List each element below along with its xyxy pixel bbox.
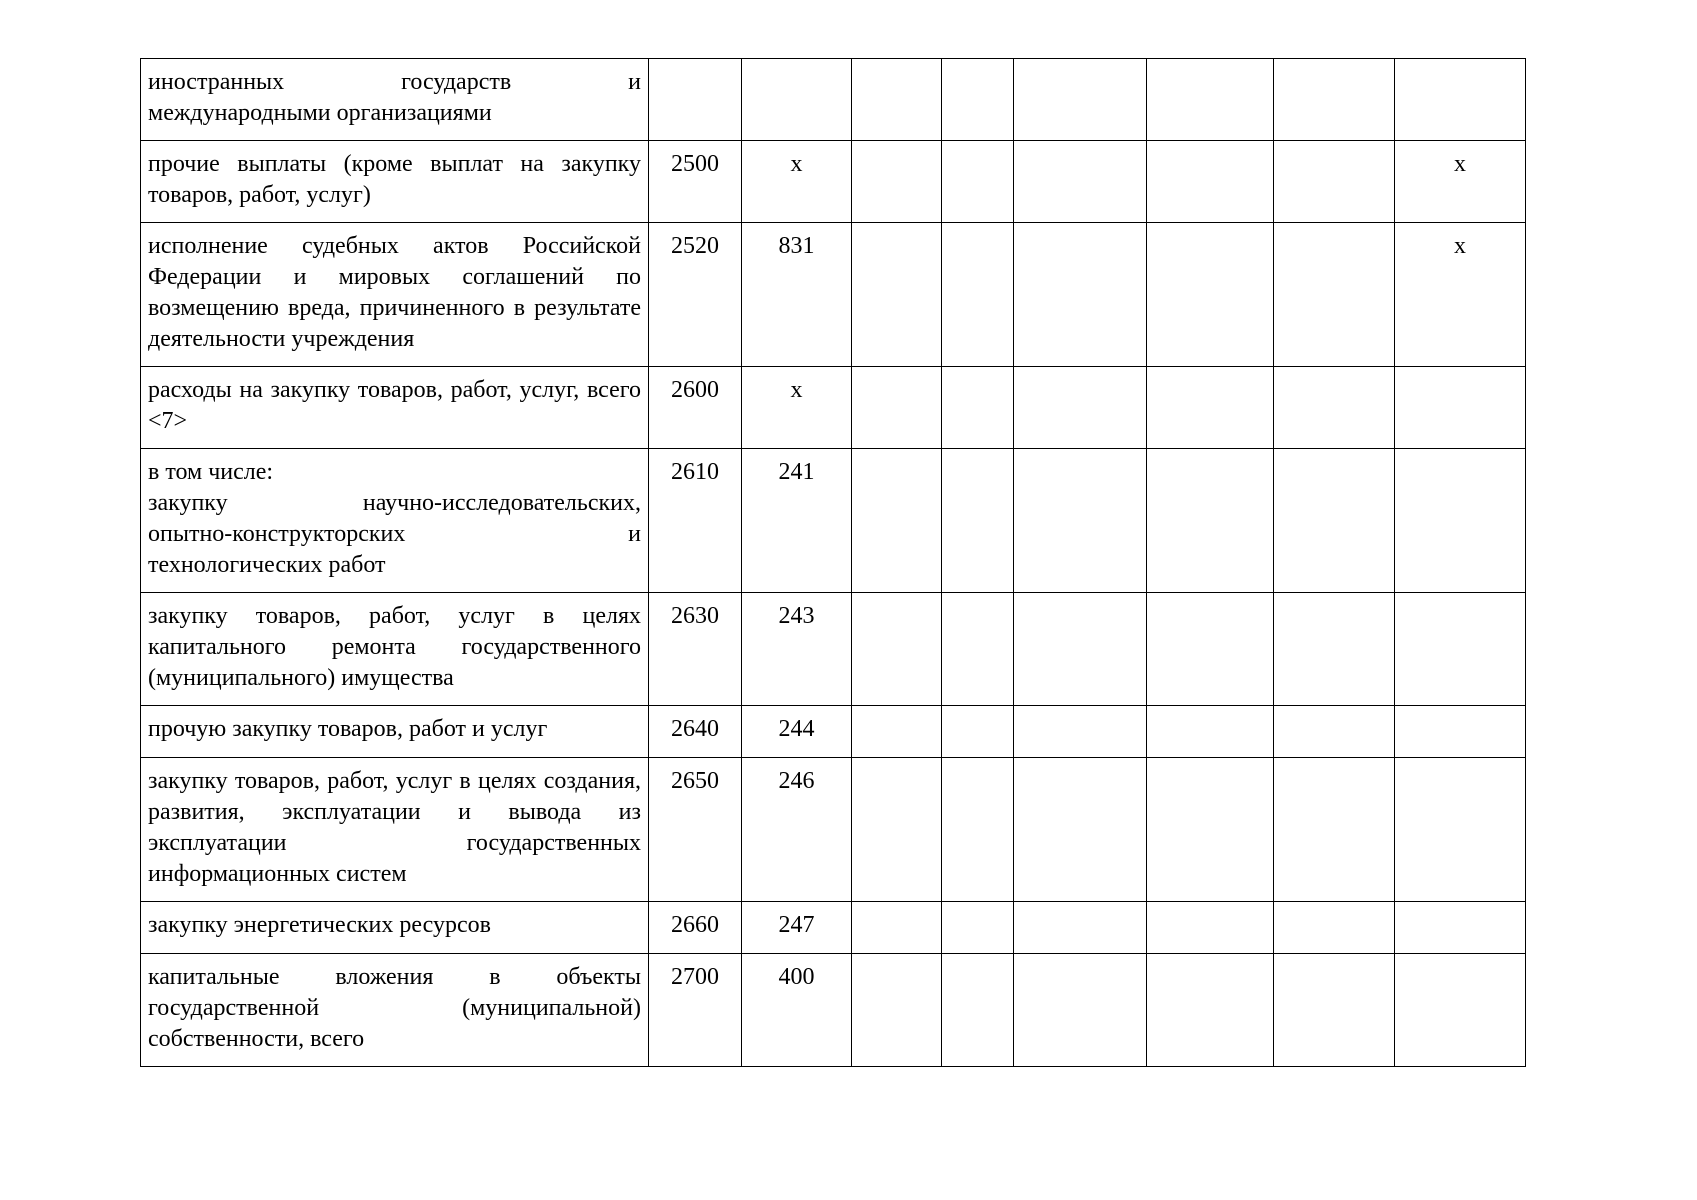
empty-cell [1014,954,1147,1067]
row-name-line: в том числе: [148,459,274,485]
row-name-cell: прочие выплаты (кроме выплат на закупку товаров, работ, услуг) [141,141,649,223]
empty-cell [852,449,942,593]
row-code-cell: 2600 [649,367,742,449]
row-last-cell [1395,758,1526,902]
row-name-cell: закупку энергетических ресурсов [141,902,649,954]
row-name-cell: прочую закупку товаров, работ и услуг [141,706,649,758]
empty-cell [1147,449,1274,593]
row-code-cell: 2700 [649,954,742,1067]
row-name-line: технологических работ [148,552,386,578]
row-code-cell: 2610 [649,449,742,593]
empty-cell [942,223,1014,367]
empty-cell [1274,367,1395,449]
table-row [141,954,1526,1067]
table-body [141,59,1526,1067]
empty-cell [1014,59,1147,141]
empty-cell [1014,449,1147,593]
empty-cell [1274,902,1395,954]
row-name-cell: закупку товаров, работ, услуг в целях создания, развития, эксплуатации и вывода из эксплуатации государственных информационных систем [141,758,649,902]
row-kbk-cell: 247 [742,902,852,954]
empty-cell [942,902,1014,954]
empty-cell [852,954,942,1067]
empty-cell [852,223,942,367]
row-kbk-cell: 246 [742,758,852,902]
table-row [141,141,1526,223]
empty-cell [1014,223,1147,367]
table-row [141,367,1526,449]
empty-cell [1014,758,1147,902]
row-code-cell: 2500 [649,141,742,223]
empty-cell [942,59,1014,141]
empty-cell [1014,367,1147,449]
row-name-cell [141,449,649,593]
empty-cell [1147,223,1274,367]
empty-cell [1014,141,1147,223]
row-name-cell: закупку товаров, работ, услуг в целях капитального ремонта государственного (муниципального) имущества [141,593,649,706]
row-name-cell: исполнение судебных актов Российской Федерации и мировых соглашений по возмещению вреда, причиненного в результате деятельности учреждения [141,223,649,367]
row-kbk-cell: 831 [742,223,852,367]
row-code-cell: 2640 [649,706,742,758]
empty-cell [942,367,1014,449]
row-last-cell [1395,449,1526,593]
row-kbk-cell: 243 [742,593,852,706]
empty-cell [1274,141,1395,223]
row-kbk-cell: 244 [742,706,852,758]
row-last-cell [1395,706,1526,758]
empty-cell [1274,449,1395,593]
empty-cell [1147,902,1274,954]
empty-cell [852,706,942,758]
empty-cell [1147,706,1274,758]
empty-cell [1274,706,1395,758]
empty-cell [852,593,942,706]
empty-cell [942,141,1014,223]
empty-cell [852,902,942,954]
empty-cell [1274,758,1395,902]
empty-cell [1147,593,1274,706]
empty-cell [1274,954,1395,1067]
empty-cell [852,141,942,223]
empty-cell [1274,593,1395,706]
row-kbk-cell [742,59,852,141]
row-last-cell [1395,593,1526,706]
row-kbk-cell: x [742,367,852,449]
row-name-cell: капитальные вложения в объекты государственной (муниципальной) собственности, всего [141,954,649,1067]
empty-cell [942,706,1014,758]
row-name-line: международными организациями [148,100,492,126]
empty-cell [852,59,942,141]
empty-cell [1147,954,1274,1067]
row-last-cell [1395,367,1526,449]
empty-cell [1147,758,1274,902]
row-name-line: опытно-конструкторских и [148,521,641,547]
empty-cell [942,593,1014,706]
empty-cell [942,449,1014,593]
row-code-cell: 2520 [649,223,742,367]
empty-cell [1274,223,1395,367]
row-last-cell: x [1395,223,1526,367]
row-kbk-cell: x [742,141,852,223]
row-code-cell [649,59,742,141]
row-code-cell: 2660 [649,902,742,954]
row-name-line: иностранных государств и [148,69,641,95]
empty-cell [1014,706,1147,758]
table-row [141,902,1526,954]
financial-plan-table [140,58,1526,1067]
row-kbk-cell: 241 [742,449,852,593]
empty-cell [1274,59,1395,141]
table-row [141,59,1526,141]
empty-cell [942,954,1014,1067]
table-row [141,758,1526,902]
row-code-cell: 2650 [649,758,742,902]
empty-cell [1014,902,1147,954]
empty-cell [852,367,942,449]
row-last-cell [1395,954,1526,1067]
table-row [141,593,1526,706]
row-name-cell: расходы на закупку товаров, работ, услуг, всего <7> [141,367,649,449]
row-name-cell [141,59,649,141]
row-code-cell: 2630 [649,593,742,706]
table-row [141,223,1526,367]
row-name-line: закупку научно-исследовательских, [148,490,641,516]
table-row [141,706,1526,758]
row-last-cell: x [1395,141,1526,223]
row-kbk-cell: 400 [742,954,852,1067]
empty-cell [1147,59,1274,141]
empty-cell [1014,593,1147,706]
empty-cell [942,758,1014,902]
empty-cell [1147,141,1274,223]
row-last-cell [1395,902,1526,954]
table-row [141,449,1526,593]
empty-cell [1147,367,1274,449]
empty-cell [852,758,942,902]
row-last-cell [1395,59,1526,141]
